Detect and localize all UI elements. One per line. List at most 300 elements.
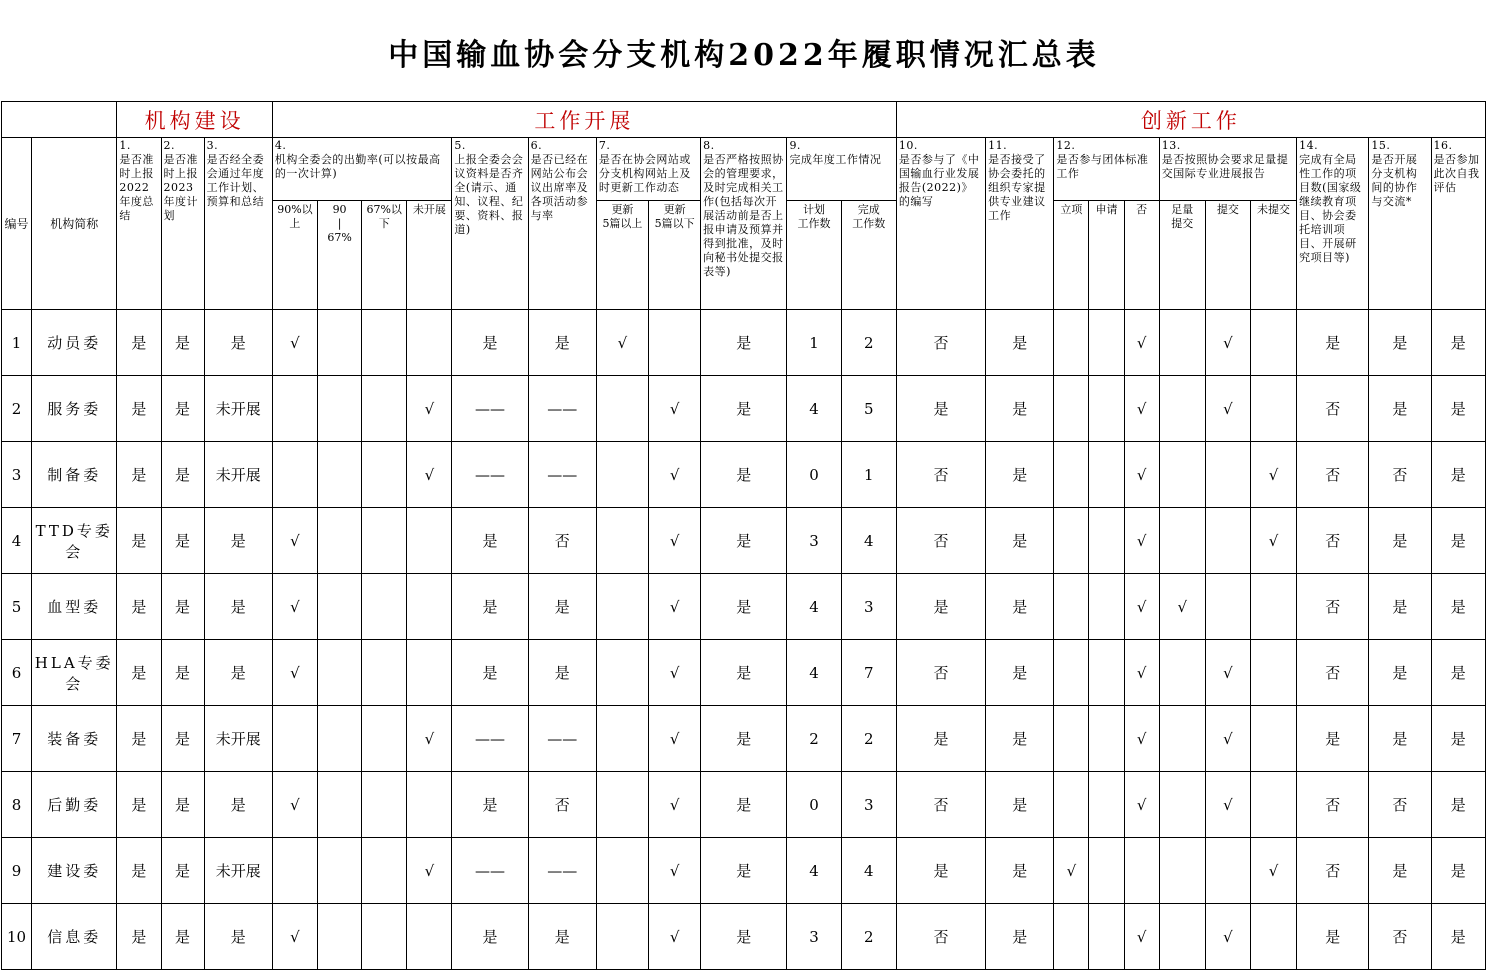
meeting-docs-cell: 是: [452, 508, 528, 574]
plan-count-cell: 4: [787, 376, 841, 442]
header-10: 10. 是否参与了《中国输血行业发展报告(2022)》的编写: [896, 138, 985, 310]
plan-approved-cell: 未开展: [204, 442, 272, 508]
done-count-cell: 3: [841, 574, 896, 640]
attendance-published-cell: 否: [528, 508, 596, 574]
report-submit-cell: [1205, 838, 1250, 904]
collaboration-cell: 是: [1369, 376, 1431, 442]
expert-advice-cell: 是: [986, 376, 1054, 442]
self-eval-cell: 是: [1431, 442, 1485, 508]
subheader-update-below5: 更新 5篇以下: [649, 201, 701, 310]
attend-90-cell: √: [272, 508, 317, 574]
std-apply-cell: [1089, 904, 1124, 970]
report-plan-cell: 是: [161, 706, 204, 772]
header-11: 11. 是否接受了协会委托的组织专家提供专业建议工作: [986, 138, 1054, 310]
attendance-published-cell: 是: [528, 640, 596, 706]
attend-none-cell: [407, 508, 452, 574]
attend-none-cell: √: [407, 706, 452, 772]
std-apply-cell: [1089, 838, 1124, 904]
report-none-cell: [1250, 706, 1296, 772]
industry-report-cell: 否: [896, 442, 985, 508]
report-submit-cell: √: [1205, 706, 1250, 772]
std-project-cell: [1054, 310, 1089, 376]
update-below5-cell: √: [649, 640, 701, 706]
table-row: [2, 904, 1486, 970]
done-count-cell: 7: [841, 640, 896, 706]
global-projects-cell: 否: [1297, 640, 1369, 706]
expert-advice-cell: 是: [986, 838, 1054, 904]
id-cell: 4: [2, 508, 32, 574]
name-cell: 装备委: [32, 706, 117, 772]
plan-count-cell: 4: [787, 640, 841, 706]
attend-67-90-cell: [318, 706, 362, 772]
attend-below-cell: [362, 442, 407, 508]
name-cell: 血型委: [32, 574, 117, 640]
std-no-cell: √: [1124, 772, 1159, 838]
global-projects-cell: 是: [1297, 706, 1369, 772]
done-count-cell: 2: [841, 706, 896, 772]
update-below5-cell: √: [649, 508, 701, 574]
attend-67-90-cell: [318, 838, 362, 904]
self-eval-cell: 是: [1431, 640, 1485, 706]
report-summary-cell: 是: [117, 904, 161, 970]
attend-below-cell: [362, 376, 407, 442]
collaboration-cell: 是: [1369, 838, 1431, 904]
header-14: 14. 完成有全局性工作的项目数(国家级继续教育项目、协会委托培训项目、开展研究项目等): [1297, 138, 1369, 310]
attend-67-90-cell: [318, 640, 362, 706]
attendance-published-cell: ——: [528, 442, 596, 508]
meeting-docs-cell: 是: [452, 904, 528, 970]
report-full-cell: [1159, 508, 1205, 574]
done-count-cell: 3: [841, 772, 896, 838]
subheader-attend-67-90: 90 | 67%: [318, 201, 362, 310]
global-projects-cell: 否: [1297, 772, 1369, 838]
attend-90-cell: √: [272, 574, 317, 640]
industry-report-cell: 否: [896, 904, 985, 970]
id-cell: 1: [2, 310, 32, 376]
id-cell: 7: [2, 706, 32, 772]
update-above5-cell: [596, 706, 648, 772]
collaboration-cell: 是: [1369, 640, 1431, 706]
report-full-cell: [1159, 442, 1205, 508]
header-id: 编号: [2, 138, 32, 310]
attend-none-cell: [407, 640, 452, 706]
table-row: [2, 772, 1486, 838]
meeting-docs-cell: 是: [452, 574, 528, 640]
report-summary-cell: 是: [117, 838, 161, 904]
collaboration-cell: 是: [1369, 574, 1431, 640]
std-project-cell: [1054, 574, 1089, 640]
report-plan-cell: 是: [161, 838, 204, 904]
expert-advice-cell: 是: [986, 904, 1054, 970]
std-apply-cell: [1089, 574, 1124, 640]
report-summary-cell: 是: [117, 706, 161, 772]
meeting-docs-cell: 是: [452, 772, 528, 838]
attend-below-cell: [362, 904, 407, 970]
std-no-cell: √: [1124, 508, 1159, 574]
expert-advice-cell: 是: [986, 442, 1054, 508]
attend-below-cell: [362, 838, 407, 904]
id-cell: 10: [2, 904, 32, 970]
std-no-cell: √: [1124, 706, 1159, 772]
collaboration-cell: 是: [1369, 706, 1431, 772]
compliance-cell: 是: [701, 706, 787, 772]
attend-67-90-cell: [318, 904, 362, 970]
self-eval-cell: 是: [1431, 904, 1485, 970]
attend-90-cell: [272, 376, 317, 442]
std-apply-cell: [1089, 310, 1124, 376]
attendance-published-cell: ——: [528, 838, 596, 904]
id-cell: 5: [2, 574, 32, 640]
attend-90-cell: [272, 838, 317, 904]
update-below5-cell: √: [649, 772, 701, 838]
report-none-cell: [1250, 574, 1296, 640]
report-full-cell: [1159, 640, 1205, 706]
report-full-cell: [1159, 838, 1205, 904]
compliance-cell: 是: [701, 772, 787, 838]
report-plan-cell: 是: [161, 772, 204, 838]
done-count-cell: 2: [841, 904, 896, 970]
plan-approved-cell: 是: [204, 904, 272, 970]
attend-90-cell: [272, 706, 317, 772]
plan-approved-cell: 是: [204, 640, 272, 706]
self-eval-cell: 是: [1431, 772, 1485, 838]
report-summary-cell: 是: [117, 442, 161, 508]
std-project-cell: [1054, 640, 1089, 706]
report-none-cell: √: [1250, 838, 1296, 904]
industry-report-cell: 是: [896, 376, 985, 442]
attendance-published-cell: 是: [528, 904, 596, 970]
attend-90-cell: √: [272, 772, 317, 838]
header-13: 13. 是否按照协会要求足量提交国际专业进展报告: [1159, 138, 1296, 201]
meeting-docs-cell: ——: [452, 442, 528, 508]
meeting-docs-cell: 是: [452, 310, 528, 376]
attend-90-cell: √: [272, 310, 317, 376]
report-none-cell: √: [1250, 442, 1296, 508]
std-no-cell: √: [1124, 640, 1159, 706]
report-summary-cell: 是: [117, 310, 161, 376]
plan-approved-cell: 是: [204, 772, 272, 838]
collaboration-cell: 是: [1369, 508, 1431, 574]
plan-count-cell: 0: [787, 442, 841, 508]
meeting-docs-cell: ——: [452, 376, 528, 442]
attend-67-90-cell: [318, 772, 362, 838]
header-1: 1. 是否准时上报2022年度总结: [117, 138, 161, 310]
std-apply-cell: [1089, 772, 1124, 838]
compliance-cell: 是: [701, 310, 787, 376]
std-project-cell: [1054, 442, 1089, 508]
report-plan-cell: 是: [161, 508, 204, 574]
attend-below-cell: [362, 772, 407, 838]
report-submit-cell: √: [1205, 640, 1250, 706]
report-submit-cell: [1205, 574, 1250, 640]
report-summary-cell: 是: [117, 640, 161, 706]
plan-approved-cell: 是: [204, 310, 272, 376]
attend-67-90-cell: [318, 442, 362, 508]
report-full-cell: [1159, 904, 1205, 970]
industry-report-cell: 否: [896, 640, 985, 706]
name-cell: HLA专委会: [32, 640, 117, 706]
std-project-cell: [1054, 508, 1089, 574]
std-no-cell: √: [1124, 442, 1159, 508]
plan-approved-cell: 未开展: [204, 706, 272, 772]
std-no-cell: [1124, 838, 1159, 904]
compliance-cell: 是: [701, 640, 787, 706]
plan-count-cell: 0: [787, 772, 841, 838]
report-plan-cell: 是: [161, 904, 204, 970]
compliance-cell: 是: [701, 442, 787, 508]
header-12: 12. 是否参与团体标准工作: [1054, 138, 1159, 201]
header-2: 2. 是否准时上报2023年度计划: [161, 138, 204, 310]
expert-advice-cell: 是: [986, 772, 1054, 838]
self-eval-cell: 是: [1431, 838, 1485, 904]
subheader-report-submit: 提交: [1205, 201, 1250, 310]
plan-count-cell: 4: [787, 838, 841, 904]
header-3: 3. 是否经全委会通过年度工作计划、预算和总结: [204, 138, 272, 310]
expert-advice-cell: 是: [986, 640, 1054, 706]
meeting-docs-cell: ——: [452, 838, 528, 904]
report-submit-cell: √: [1205, 310, 1250, 376]
collaboration-cell: 是: [1369, 310, 1431, 376]
subheader-update-above5: 更新 5篇以上: [596, 201, 648, 310]
attend-none-cell: [407, 574, 452, 640]
report-summary-cell: 是: [117, 508, 161, 574]
self-eval-cell: 是: [1431, 310, 1485, 376]
table-row: [2, 442, 1486, 508]
attend-67-90-cell: [318, 376, 362, 442]
subheader-attend-none: 未开展: [407, 201, 452, 310]
report-submit-cell: √: [1205, 376, 1250, 442]
update-below5-cell: √: [649, 442, 701, 508]
subheader-plan: 计划 工作数: [787, 201, 841, 310]
attend-67-90-cell: [318, 574, 362, 640]
report-plan-cell: 是: [161, 310, 204, 376]
update-below5-cell: √: [649, 904, 701, 970]
done-count-cell: 4: [841, 838, 896, 904]
table-row: [2, 310, 1486, 376]
collaboration-cell: 否: [1369, 442, 1431, 508]
subheader-attend-below: 67%以下: [362, 201, 407, 310]
global-projects-cell: 是: [1297, 904, 1369, 970]
compliance-cell: 是: [701, 904, 787, 970]
report-full-cell: √: [1159, 574, 1205, 640]
name-cell: 信息委: [32, 904, 117, 970]
report-submit-cell: √: [1205, 904, 1250, 970]
std-apply-cell: [1089, 706, 1124, 772]
std-project-cell: [1054, 904, 1089, 970]
compliance-cell: 是: [701, 508, 787, 574]
report-none-cell: [1250, 310, 1296, 376]
global-projects-cell: 否: [1297, 508, 1369, 574]
meeting-docs-cell: ——: [452, 706, 528, 772]
std-no-cell: √: [1124, 574, 1159, 640]
header-6: 6. 是否已经在网站公布会议出席率及各项活动参与率: [528, 138, 596, 310]
industry-report-cell: 否: [896, 508, 985, 574]
attend-none-cell: [407, 772, 452, 838]
group-work: 工作开展: [272, 102, 896, 138]
attend-below-cell: [362, 508, 407, 574]
std-project-cell: √: [1054, 838, 1089, 904]
header-4: 4. 机构全委会的出勤率(可以按最高的一次计算): [272, 138, 452, 201]
group-org: 机构建设: [117, 102, 273, 138]
attend-90-cell: √: [272, 640, 317, 706]
group-blank: [2, 102, 117, 138]
attend-90-cell: [272, 442, 317, 508]
report-full-cell: [1159, 310, 1205, 376]
self-eval-cell: 是: [1431, 706, 1485, 772]
report-plan-cell: 是: [161, 442, 204, 508]
report-none-cell: √: [1250, 508, 1296, 574]
compliance-cell: 是: [701, 574, 787, 640]
report-none-cell: [1250, 376, 1296, 442]
global-projects-cell: 否: [1297, 838, 1369, 904]
std-apply-cell: [1089, 376, 1124, 442]
update-above5-cell: [596, 838, 648, 904]
name-cell: 制备委: [32, 442, 117, 508]
attend-none-cell: √: [407, 376, 452, 442]
attendance-published-cell: 是: [528, 574, 596, 640]
expert-advice-cell: 是: [986, 706, 1054, 772]
id-cell: 6: [2, 640, 32, 706]
done-count-cell: 1: [841, 442, 896, 508]
table-row: [2, 508, 1486, 574]
attendance-published-cell: 是: [528, 310, 596, 376]
subheader-report-full: 足量 提交: [1159, 201, 1205, 310]
compliance-cell: 是: [701, 838, 787, 904]
expert-advice-cell: 是: [986, 310, 1054, 376]
plan-count-cell: 2: [787, 706, 841, 772]
update-above5-cell: [596, 442, 648, 508]
std-no-cell: √: [1124, 904, 1159, 970]
name-cell: 后勤委: [32, 772, 117, 838]
header-15: 15. 是否开展分支机构间的协作与交流*: [1369, 138, 1431, 310]
attend-below-cell: [362, 706, 407, 772]
report-plan-cell: 是: [161, 376, 204, 442]
std-project-cell: [1054, 706, 1089, 772]
report-submit-cell: [1205, 508, 1250, 574]
update-below5-cell: √: [649, 838, 701, 904]
industry-report-cell: 是: [896, 706, 985, 772]
plan-count-cell: 4: [787, 574, 841, 640]
id-cell: 9: [2, 838, 32, 904]
update-above5-cell: √: [596, 310, 648, 376]
plan-count-cell: 1: [787, 310, 841, 376]
header-16: 16. 是否参加此次自我评估: [1431, 138, 1485, 310]
attend-below-cell: [362, 310, 407, 376]
global-projects-cell: 否: [1297, 574, 1369, 640]
collaboration-cell: 否: [1369, 772, 1431, 838]
id-cell: 2: [2, 376, 32, 442]
report-none-cell: [1250, 904, 1296, 970]
report-plan-cell: 是: [161, 640, 204, 706]
industry-report-cell: 是: [896, 838, 985, 904]
table-row: [2, 838, 1486, 904]
name-cell: 服务委: [32, 376, 117, 442]
name-cell: 动员委: [32, 310, 117, 376]
report-full-cell: [1159, 706, 1205, 772]
industry-report-cell: 否: [896, 772, 985, 838]
header-name: 机构简称: [32, 138, 117, 310]
report-summary-cell: 是: [117, 574, 161, 640]
compliance-cell: 是: [701, 376, 787, 442]
header-7: 7. 是否在协会网站或分支机构网站上及时更新工作动态: [596, 138, 700, 201]
update-below5-cell: √: [649, 574, 701, 640]
self-eval-cell: 是: [1431, 508, 1485, 574]
attend-none-cell: √: [407, 442, 452, 508]
group-innov: 创新工作: [896, 102, 1485, 138]
report-summary-cell: 是: [117, 376, 161, 442]
attend-none-cell: [407, 310, 452, 376]
id-cell: 3: [2, 442, 32, 508]
attend-none-cell: [407, 904, 452, 970]
attendance-published-cell: ——: [528, 706, 596, 772]
done-count-cell: 5: [841, 376, 896, 442]
subheader-attend-90: 90%以上: [272, 201, 317, 310]
summary-table: [1, 101, 1486, 970]
done-count-cell: 2: [841, 310, 896, 376]
plan-count-cell: 3: [787, 904, 841, 970]
id-cell: 8: [2, 772, 32, 838]
update-above5-cell: [596, 508, 648, 574]
update-below5-cell: √: [649, 376, 701, 442]
report-full-cell: [1159, 772, 1205, 838]
update-below5-cell: [649, 310, 701, 376]
self-eval-cell: 是: [1431, 574, 1485, 640]
name-cell: TTD专委会: [32, 508, 117, 574]
plan-approved-cell: 是: [204, 508, 272, 574]
expert-advice-cell: 是: [986, 574, 1054, 640]
plan-approved-cell: 未开展: [204, 376, 272, 442]
table-row: [2, 640, 1486, 706]
collaboration-cell: 否: [1369, 904, 1431, 970]
self-eval-cell: 是: [1431, 376, 1485, 442]
subheader-std-project: 立项: [1054, 201, 1089, 310]
std-apply-cell: [1089, 640, 1124, 706]
header-9: 9. 完成年度工作情况: [787, 138, 896, 201]
table-row: [2, 376, 1486, 442]
update-above5-cell: [596, 640, 648, 706]
std-no-cell: √: [1124, 376, 1159, 442]
header-8: 8. 是否严格按照协会的管理要求，及时完成相关工作(包括每次开展活动前是否上报申请及预算并得到批准，及时向秘书处提交报表等): [701, 138, 787, 310]
industry-report-cell: 否: [896, 310, 985, 376]
subheader-report-none: 未提交: [1250, 201, 1296, 310]
global-projects-cell: 否: [1297, 376, 1369, 442]
std-project-cell: [1054, 772, 1089, 838]
attendance-published-cell: ——: [528, 376, 596, 442]
update-above5-cell: [596, 574, 648, 640]
table-row: [2, 706, 1486, 772]
report-plan-cell: 是: [161, 574, 204, 640]
update-below5-cell: √: [649, 706, 701, 772]
subheader-done: 完成 工作数: [841, 201, 896, 310]
expert-advice-cell: 是: [986, 508, 1054, 574]
plan-approved-cell: 是: [204, 574, 272, 640]
std-no-cell: √: [1124, 310, 1159, 376]
done-count-cell: 4: [841, 508, 896, 574]
meeting-docs-cell: 是: [452, 640, 528, 706]
attend-90-cell: √: [272, 904, 317, 970]
report-full-cell: [1159, 376, 1205, 442]
industry-report-cell: 是: [896, 574, 985, 640]
attend-67-90-cell: [318, 310, 362, 376]
report-summary-cell: 是: [117, 772, 161, 838]
report-submit-cell: √: [1205, 772, 1250, 838]
update-above5-cell: [596, 376, 648, 442]
attend-none-cell: √: [407, 838, 452, 904]
subheader-std-apply: 申请: [1089, 201, 1124, 310]
update-above5-cell: [596, 772, 648, 838]
page-title: 中国输血协会分支机构2022年履职情况汇总表: [388, 38, 1100, 73]
update-above5-cell: [596, 904, 648, 970]
